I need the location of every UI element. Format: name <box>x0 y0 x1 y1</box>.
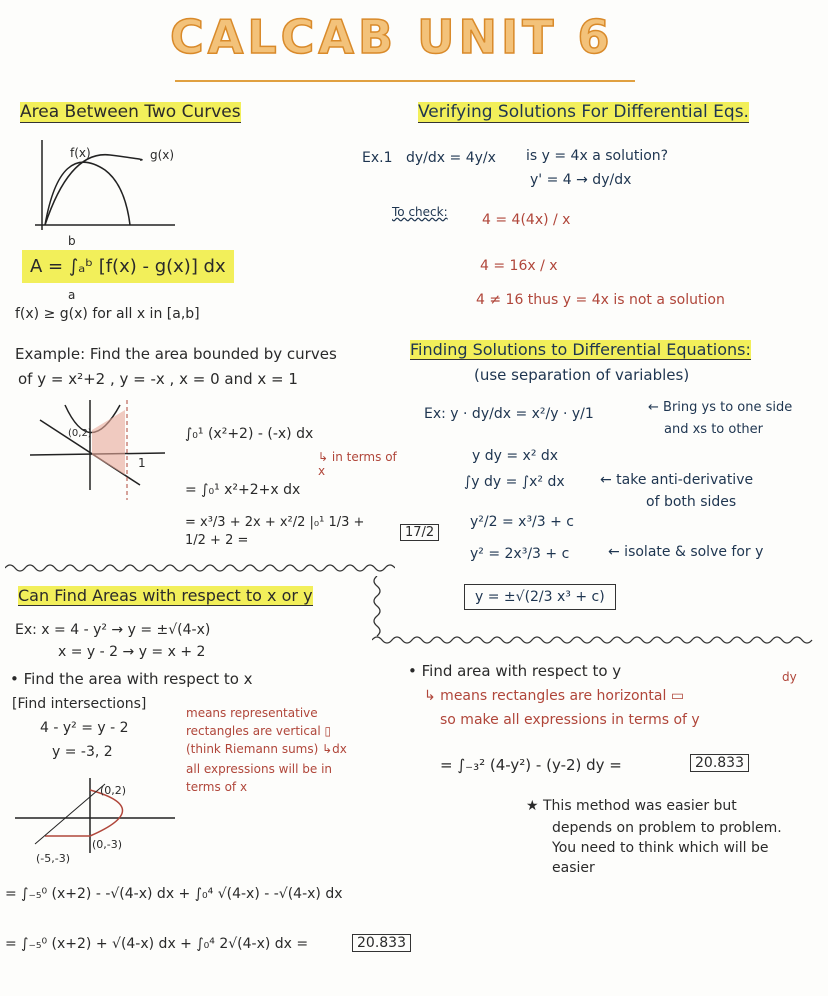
wrtx-heading: • Find the area with respect to x <box>10 670 253 688</box>
example-graph <box>30 400 170 500</box>
respect-ex2: x = y - 2 → y = x + 2 <box>58 644 206 660</box>
wavy-divider <box>5 562 395 574</box>
finding-step2: y dy = x² dx <box>472 448 559 464</box>
wrtx-note1: means representative <box>186 706 318 720</box>
example-step2: = ∫₀¹ x²+2+x dx <box>185 482 301 498</box>
area-formula: A = ∫ₐᵇ [f(x) - g(x)] dx <box>22 250 234 283</box>
finding-heading: Finding Solutions to Differential Equations: <box>410 340 751 359</box>
wrty-comment2: depends on problem to problem. <box>552 820 782 836</box>
wrty-note2: so make all expressions in terms of y <box>440 712 700 728</box>
wrtx-point1: (0,2) <box>100 784 127 797</box>
title-underline <box>175 80 635 82</box>
wrty-comment1: ★ This method was easier but <box>526 798 737 814</box>
finding-note3a: ← take anti-derivative <box>600 472 754 488</box>
wrtx-note3: (think Riemann sums) ↳dx <box>186 742 347 756</box>
finding-note1b: and xs to other <box>664 422 764 437</box>
verify-derivative: y' = 4 → dy/dx <box>530 172 632 188</box>
example-line1: Example: Find the area bounded by curves <box>15 345 337 363</box>
respect-heading: Can Find Areas with respect to x or y <box>18 586 313 605</box>
finding-note1a: ← Bring ys to one side <box>648 400 793 415</box>
wrty-comment3: You need to think which will be <box>552 840 769 856</box>
example-step3: = x³/3 + 2x + x²/2 |₀¹ 1/3 + 1/2 + 2 = <box>185 515 365 548</box>
wrtx-integral1: = ∫₋₅⁰ (x+2) - -√(4-x) dx + ∫₀⁴ √(4-x) - -√(4-x) dx <box>5 886 343 902</box>
graph-one: 1 <box>138 456 146 470</box>
finding-answer: y = ±√(2/3 x³ + c) <box>464 584 616 610</box>
verify-equation: dy/dx = 4y/x <box>406 150 496 166</box>
verify-check1: 4 = 4(4x) / x <box>482 212 571 228</box>
wrtx-find: [Find intersections] <box>12 696 147 712</box>
respect-ex1: Ex: x = 4 - y² → y = ±√(4-x) <box>15 622 211 638</box>
verify-question: is y = 4x a solution? <box>526 148 669 164</box>
verify-check2: 4 = 16x / x <box>480 258 558 274</box>
wavy-divider <box>372 634 822 646</box>
wrty-note1: ↳ means rectangles are horizontal ▭ <box>424 688 685 704</box>
wrtx-intersect2: y = -3, 2 <box>52 744 113 760</box>
g-label: g(x) <box>150 148 175 162</box>
area-heading: Area Between Two Curves <box>20 102 241 122</box>
wrtx-point3: (-5,-3) <box>36 852 71 865</box>
verify-ex: Ex.1 <box>362 150 393 166</box>
wrtx-integral2: = ∫₋₅⁰ (x+2) + √(4-x) dx + ∫₀⁴ 2√(4-x) dx = <box>5 936 309 952</box>
verify-tocheck: To check: <box>392 205 448 219</box>
wrty-heading: • Find area with respect to y <box>408 662 622 680</box>
finding-note3b: of both sides <box>646 494 737 510</box>
example-step1: ∫₀¹ (x²+2) - (-x) dx <box>185 426 314 442</box>
finding-step5: y² = 2x³/3 + c <box>470 546 570 562</box>
wrty-integral: = ∫₋₃² (4-y²) - (y-2) dy = <box>440 756 622 774</box>
wrty-comment4: easier <box>552 860 595 876</box>
wrty-dy: dy <box>782 670 797 684</box>
upper-bound: b <box>68 234 76 248</box>
example-line2: of y = x²+2 , y = -x , x = 0 and x = 1 <box>18 370 298 388</box>
verify-check3: 4 ≠ 16 thus y = 4x is not a solution <box>476 292 725 308</box>
wavy-divider <box>370 576 384 640</box>
verify-heading: Verifying Solutions For Differential Eqs. <box>418 102 749 122</box>
graph-point: (0,2) <box>68 428 92 439</box>
wrtx-note5: terms of x <box>186 780 248 794</box>
area-condition: f(x) ≥ g(x) for all x in [a,b] <box>15 306 200 322</box>
example-note: ↳ in terms of x <box>318 450 397 478</box>
page-title: CALCAB UNIT 6 <box>170 10 614 64</box>
wrtx-intersect1: 4 - y² = y - 2 <box>40 720 129 736</box>
wrtx-note4: all expressions will be in <box>186 762 333 776</box>
finding-step4: y²/2 = x³/3 + c <box>470 514 575 530</box>
finding-step1: Ex: y · dy/dx = x²/y · y/1 <box>424 406 594 422</box>
example-answer: 17/2 <box>400 524 439 541</box>
finding-step3: ∫y dy = ∫x² dx <box>464 474 565 490</box>
wrty-answer: 20.833 <box>690 754 749 772</box>
f-label: f(x) <box>70 146 91 160</box>
wrtx-note2: rectangles are vertical ▯ <box>186 724 332 738</box>
finding-note5: ← isolate & solve for y <box>608 544 764 560</box>
lower-bound: a <box>68 288 76 302</box>
finding-sub: (use separation of variables) <box>474 366 690 384</box>
wrtx-answer: 20.833 <box>352 934 411 952</box>
wrtx-point2: (0,-3) <box>92 838 123 851</box>
